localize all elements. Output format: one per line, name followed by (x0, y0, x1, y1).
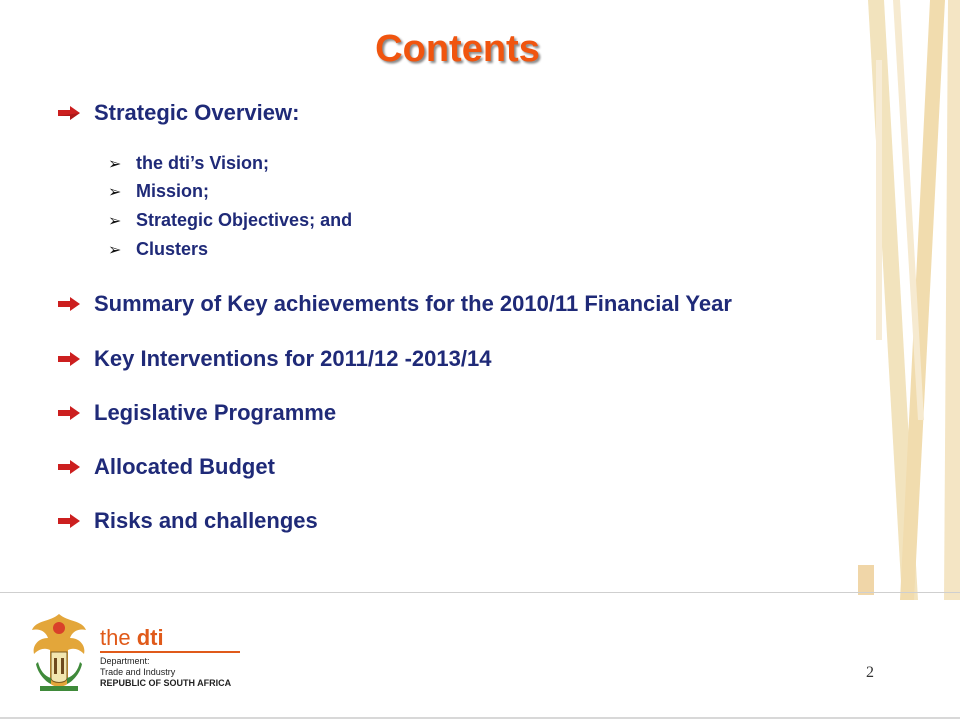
page-number: 2 (866, 664, 874, 681)
sub-bullet-text: the dti’s Vision; (136, 153, 270, 173)
red-arrow-bullet-icon (58, 106, 80, 120)
bullet-text: Allocated Budget (94, 454, 275, 479)
bullet-item (58, 346, 491, 372)
chevron-right-icon: ➢ (108, 155, 122, 173)
red-arrow-bullet-icon (58, 514, 80, 528)
sub-bullet-item (108, 210, 352, 231)
sub-bullet-item (108, 181, 209, 202)
red-arrow-bullet-icon (58, 352, 80, 366)
red-arrow-bullet-icon (58, 406, 80, 420)
bullet-item (58, 100, 299, 126)
red-arrow-bullet-icon (58, 297, 80, 311)
dti-underline (100, 651, 240, 653)
sub-bullet-text: Strategic Objectives; and (136, 210, 353, 230)
sub-bullet-text: Mission; (136, 181, 210, 201)
bullet-text: Summary of Key achievements for the 2010/11 Financial Year (94, 291, 732, 316)
dti-republic-label: REPUBLIC OF SOUTH AFRICA (100, 678, 232, 688)
slide-title: Contents (375, 28, 540, 70)
chevron-right-icon: ➢ (108, 241, 122, 259)
sub-bullet-text: Clusters (136, 239, 209, 259)
bullet-text: Risks and challenges (94, 508, 318, 533)
dti-department-label: Department: (100, 656, 150, 666)
bullet-item (58, 291, 732, 317)
bullet-item (58, 400, 336, 426)
sub-bullet-item (108, 153, 269, 174)
bottom-divider (0, 717, 960, 719)
bullet-text: Strategic Overview: (94, 100, 300, 125)
bullet-text: Legislative Programme (94, 400, 337, 425)
dti-wordmark-the: the (100, 625, 131, 650)
chevron-right-icon: ➢ (108, 183, 122, 201)
chevron-right-icon: ➢ (108, 212, 122, 230)
red-arrow-bullet-icon (58, 460, 80, 474)
bullet-item (58, 508, 318, 534)
bullet-item (58, 454, 275, 480)
dti-wordmark (100, 625, 164, 651)
sub-bullet-item (108, 239, 208, 260)
coat-of-arms-icon (28, 612, 90, 692)
dti-wordmark-dti: dti (136, 625, 164, 650)
footer-divider (0, 592, 960, 593)
bullet-text: Key Interventions for 2011/12 -2013/14 (94, 346, 492, 371)
dti-trade-industry-label: Trade and Industry (100, 667, 176, 677)
